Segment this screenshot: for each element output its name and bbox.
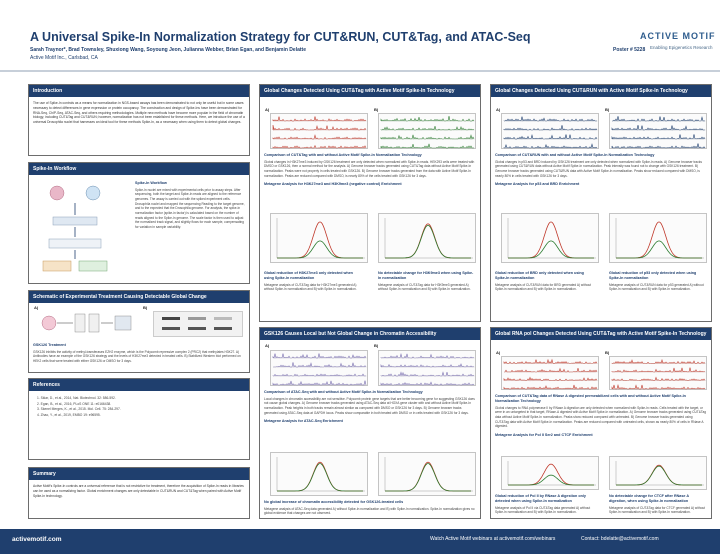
figure-label-b: B) (605, 350, 610, 355)
track-signal (273, 353, 366, 358)
metagene-curve (277, 464, 363, 492)
figure-label-a: A) (265, 107, 270, 112)
genome-tracks-b (609, 113, 707, 149)
track-signal (381, 364, 474, 367)
caption-text: Metagene analysis of Pol II via CUT&Tag data generated A) without Spike-In normalization and B) with Spike-In normalization. (495, 505, 591, 515)
poster-header (0, 0, 720, 70)
metagene-plot-b (609, 213, 707, 263)
genome-tracks-a (501, 356, 599, 390)
figure-label-a: A) (265, 343, 270, 348)
author-list: Sarah Traynor*, Brad Townsley, Shuxiong Wang, Soyoung Jeon, Julianna Webber, Brian Egan, and Benjamin Delatte (30, 47, 306, 53)
metagene-plot-b (378, 452, 476, 496)
track-signal (273, 362, 366, 367)
track-signal (381, 126, 474, 130)
caption-subtitle: No detectable change for H3K9me3 when using Spike-In normalization (378, 271, 474, 280)
metagene-curve (508, 241, 594, 258)
metagene-svg (379, 214, 477, 264)
metagene-svg (271, 453, 369, 497)
western-blot-graphic (154, 312, 244, 338)
poster-title: A Universal Spike-In Normalization Strategy for CUT&RUN, CUT&Tag, and ATAC-Seq (30, 30, 531, 44)
panel-title: Schematic of Experimental Treatment Causing Detectable Global Change (29, 291, 249, 303)
metagene-curve (508, 475, 594, 485)
panel-title: References (29, 379, 249, 391)
metagene-svg (379, 453, 477, 497)
metagene-svg (271, 214, 369, 264)
caption-subtitle: Comparison of ATAC-Seq with and without Active Motif Spike-In Normalization Technology (264, 390, 423, 394)
caption-text: Global changes to RNA polymerase II by RNase A digestion are only detected when normalized with Spike-In reads. Cells treated with the target, or were in an untargeted in that target, RNase-A digested with Active Motif Spike-In normalization. A) Genome browser tracks generated using CUT&Tag data without Active Motif Spike-In normalization. Peaks show reduced compared with untreated. B) Genome browser tracks generated using CUT&Tag data with Active Motif Spike-In normalization. Peaks are reduced compared with untreated cells, shown as nearly 80% of cells in RNase A digested. (495, 405, 707, 429)
poster-number: Poster # 5228 (613, 47, 646, 53)
figure-label-a: A) (34, 305, 39, 310)
track-signal (381, 116, 474, 121)
track-signal (504, 368, 597, 372)
genome-tracks-b (609, 356, 707, 390)
track-signal (381, 135, 474, 139)
caption-text: Global changes in H3K27me3 induced by GSK126 treatment are only detected when normalized with Spike-In reads. HEK293 cells were treated with DMSO or GSK126, then a normal method for the analysis. A) Genome browser tracks generated using CUT&Tag data without Active Motif Spike-In normalization. Peaks were not properly in cells treated with GSK126. B) Genome browser tracks generated from the data with Active Motif Spike-In normalization. Peaks are reduced compared with DMSO, is nearly 80% of the cells treated with GSK126 for 3 days. (264, 159, 475, 178)
metagene-svg (610, 214, 708, 264)
metagene-caption-b (609, 271, 707, 296)
panel-title: Global RNA pol Changes Detected Using CUT&Tag with Active Motif Spike-In Technology (491, 328, 711, 340)
western-blot (153, 311, 243, 337)
metagene-svg (610, 457, 708, 491)
active-motif-logo (640, 25, 716, 59)
metagene-curve (277, 462, 363, 491)
atac-panel (259, 327, 481, 519)
tracks-svg (502, 114, 600, 150)
tracks-svg (610, 114, 708, 150)
schematic-caption (33, 343, 245, 368)
workflow-panel (28, 162, 250, 284)
reference-item: 2. Egan, B., et al., 2016, PLoS ONE 11: e0166438. (37, 401, 112, 406)
rnapol-comparison-caption (495, 394, 707, 440)
figure-label-b: B) (143, 305, 148, 310)
poster-footer (0, 529, 720, 554)
caption-subtitle: No detectable change for CTCF after RNase A digestion, when using Spike-In normalization (609, 494, 689, 503)
schematic-panel (28, 290, 250, 373)
metagene-curve (616, 241, 702, 258)
cutrun-comparison-caption (495, 153, 707, 189)
workflow-description (135, 181, 245, 234)
summary-panel (28, 467, 250, 519)
genome-tracks-b (378, 350, 476, 386)
workflow-text: Spike-In nuclei are mixed with experimental cells prior to assay steps. After sequencing, both the target and Spike-In reads are aligned to the reference genomes. The assay is carried out with the spiked experiment cells. Drosophila nuclei and mapped the sequencing Reading to the target genome, and to the expected that the Drosophila genome. For analysis, the spike-in normalization factor (spike-in factor) is calculated based on the number of reads aligned to the Spike-In genome. The scale factor is then used to adjust the normalized track signal, and slightly flows for each sample, compensating for variation in sample variability. (135, 187, 245, 229)
caption-text: Metagene analysis of CUT&Tag data for H3K9me3 generated A) without Spike-In normalization and B) with Spike-In normalization. (378, 282, 471, 292)
reference-item: 1. Sklar, D., et al., 2014, Nat. Biotechnol. 32: 586-592. (37, 396, 116, 400)
metagene-title: Metagene Analysis for Pol II Ser2 and CTCF Enrichment (495, 432, 593, 437)
track-signal (273, 146, 366, 148)
webinars-link[interactable]: Watch Active Motif webinars at activemotif.com/webinars (430, 536, 556, 542)
caption-subtitle: Comparison of CUT&Tag data of RNase A digested permeabilized cells with and without Active Motif Spike-In Normalization Technology (495, 394, 686, 403)
track-signal (504, 378, 597, 381)
track-signal (504, 125, 597, 130)
workflow-subtitle: Spike-In Workflow (135, 181, 167, 185)
rnapol-panel (490, 327, 712, 519)
track-signal (612, 125, 705, 130)
treatment-schematic-graphic (39, 311, 135, 335)
track-signal (273, 381, 366, 385)
caption-subtitle: Comparison of CUT&RUN with and without Active Motif Spike-In Normalization Technology (495, 153, 655, 157)
metagene-caption-a (495, 271, 593, 296)
figure-label-b: B) (374, 343, 379, 348)
track-signal (612, 143, 705, 148)
metagene-curve (616, 466, 702, 485)
metagene-curve (508, 464, 594, 485)
website-link[interactable]: activemotif.com (12, 536, 62, 543)
metagene-plot-a (501, 213, 599, 263)
figure-label-b: B) (605, 107, 610, 112)
metagene-curve (616, 222, 702, 258)
track-signal (273, 116, 366, 121)
panel-title: Global Changes Detected Using CUT&Tag with Active Motif Spike-In Technology (260, 85, 480, 97)
track-signal (273, 374, 366, 376)
caption-text: Local changes in chromatin accessibility are not sensitive. Polycomb protein gene targets that are better becoming gene for suggesting GSK126 does not cause global changes. A) Genome browser tracks generated using ATAC-Seq data at HOXA gene cluster with and without Active Motif Spike-In normalization. Peak heights in both tracks remain almost similar as compared with DMSO or GSK126 for 3 days. B) Genome browser tracks generated using ATAC-Seq data at GAPDH locus. Peaks show comparable in both treated with DMSO or in cells treated with GSK126 for 3 days. (264, 396, 475, 415)
caption-subtitle: Global reduction of p53 only detected when using Spike-In normalization (609, 271, 697, 280)
tracks-svg (271, 114, 369, 150)
figure-label-a: A) (496, 350, 501, 355)
track-signal (504, 135, 597, 140)
affiliation: Active Motif Inc., Carlsbad, CA (30, 55, 98, 61)
caption-subtitle: Comparison of CUT&Tag with and without Active Motif Spike-In Normalization Technology (264, 153, 422, 157)
track-signal (273, 125, 366, 130)
track-signal (612, 378, 705, 381)
metagene-plot-b (378, 213, 476, 263)
metagene-curve (277, 241, 363, 258)
tracks-svg (379, 351, 477, 387)
caption-text: Metagene analysis of CUT&Tag data for CTCF generated A) without Spike-In normalization and B) with Spike-In normalization. (609, 505, 706, 515)
track-signal (612, 385, 705, 389)
tracks-svg (502, 357, 600, 391)
atac-comparison-caption (264, 390, 476, 426)
track-signal (612, 368, 705, 372)
cutrun-global-panel (490, 84, 712, 322)
caption-text: Metagene analysis of ATAC-Seq data generated A) without Spike-In normalization and B) with Spike-In normalization. Spike-In normalization gives no global evidence that changes are not observed. (264, 506, 475, 516)
panel-title: Spike-In Workflow (29, 163, 249, 175)
track-signal (612, 134, 705, 139)
treatment-schematic (39, 311, 135, 335)
track-signal (273, 135, 366, 139)
panel-title: GSK126 Causes Local but Not Global Change in Chromatin Accessibility (260, 328, 480, 340)
metagene-plot-a (270, 213, 368, 263)
caption-subtitle: Global reduction of BRD only detected when using Spike-In normalization (495, 271, 584, 280)
figure-label-a: A) (496, 107, 501, 112)
genome-tracks-a (270, 113, 368, 149)
reference-item: 4. Zhao, Y., et al., 2019, EMBO 19: e96595. (37, 412, 101, 417)
track-signal (612, 116, 705, 121)
metagene-curve (385, 462, 471, 491)
metagene-curve (277, 222, 363, 258)
intro-panel (28, 84, 250, 156)
panel-title: Introduction (29, 85, 249, 97)
caption-subtitle: Global reduction of Pol II by RNase A digestion only detected when using Spike-In normalization (495, 494, 586, 503)
tracks-svg (379, 114, 477, 150)
contact-email[interactable]: Contact: bdelatte@activemotif.com (581, 536, 659, 542)
metagene-title: Metagene Analysis for H3K27me3 and H3K9me3 (negative control) Enrichment (264, 182, 402, 187)
metagene-title: Metagene Analysis for ATAC-Seq Enrichment (264, 419, 343, 424)
metagene-curve (616, 465, 702, 485)
genome-tracks-a (270, 350, 368, 386)
header-divider (0, 70, 720, 72)
logo-wordmark: ACTIVE MOTIF (640, 31, 716, 41)
metagene-svg (502, 457, 600, 491)
figure-label-b: B) (374, 107, 379, 112)
cuttag-global-panel (259, 84, 481, 322)
reference-item: 3. Skenel Merges, K., et al., 2015. Mol. Cell. 75: 284-297. (37, 407, 121, 412)
workflow-diagram (35, 181, 131, 279)
metagene-plot-a (270, 452, 368, 496)
genome-tracks-b (378, 113, 476, 149)
logo-tagline: Enabling Epigenetics Research (650, 45, 713, 50)
metagene-caption-b (378, 271, 476, 296)
track-signal (504, 360, 597, 364)
schematic-subtitle: GSK126 Treatment (33, 343, 66, 347)
caption-text: Metagene analysis of CUT&RUN data for BRD generated A) without Spike-In normalization and B) with Spike-In normalization. (495, 282, 592, 292)
track-signal (504, 144, 597, 148)
summary-text: Active Motif's Spike-In controls are a universal reference that is not restrictive for treatment, therefore the acquisition of Spike-In reads in libraries can be used as a normalizing factor. Global enrichment changes are only detectable in CUT&RUN and CUT&Tag when paired with Active Motif Spike-In technology. (33, 484, 244, 498)
references-panel (28, 378, 250, 460)
workflow-diagram-graphic (35, 181, 131, 279)
panel-title: Summary (29, 468, 249, 480)
cuttag-comparison-caption (264, 153, 476, 189)
track-signal (504, 117, 597, 121)
schematic-text: GSK126 inhibits the activity of methyl-transferases EZH2 enzyme, which is the Polycomb repressive complex 2 (PRC2) that methylates H3K27. A) Antibodies have an example of the GSK126 strategy and the levels of H3K27me3 detected in treated cells. B) Stabilized Western blot performed on HEK2 cells that were treated with either GSK126 or DMSO for 3 days. (33, 349, 241, 364)
track-signal (381, 382, 474, 385)
panel-title: Global Changes Detected Using CUT&RUN with Active Motif Spike-In Technology (491, 85, 711, 97)
atac-metagene-caption (264, 500, 476, 519)
metagene-caption-b (609, 494, 707, 519)
metagene-svg (502, 214, 600, 264)
track-signal (504, 385, 597, 389)
caption-text: Global changes in p53 and BRD induced by GSK126 treatment are only detected when normalized with Spike-In reads. A) Genome browser tracks generated using CUT&RUN data without Active Motif Spike-In normalization. Peak intensity was found not to change with GSK126 treatment. B) Genome browser tracks generated using CUT&RUN data with Active Motif Spike-In normalization. Peaks show reduced compared with DMSO, is nearly 80% in cells treated with GSK126 for 3 days. (495, 159, 702, 178)
track-signal (381, 144, 474, 148)
metagene-title: Metagene Analysis for p53 and BRD Enrichment (495, 182, 580, 187)
caption-text: Metagene analysis of CUT&RUN data for p53 generated A) without Spike-In normalization and B) with Spike-In normalization. (609, 282, 704, 292)
tracks-svg (610, 357, 708, 391)
metagene-curve (385, 225, 471, 258)
track-signal (381, 354, 474, 358)
caption-subtitle: Global reduction of H3K27me3 only detected when using Spike-In normalization (264, 271, 353, 280)
reference-list (33, 396, 245, 418)
track-signal (612, 360, 705, 364)
track-signal (381, 372, 474, 376)
tracks-svg (271, 351, 369, 387)
metagene-plot-b (609, 456, 707, 490)
intro-text: The use of Spike-In controls as a means for normalization in NGS-based assays has been demonstrated to not only be useful but in some cases necessary to detect differences in gene expression or protein occupancy. The construction and design of Spike-Ins have been demonstrated for RNA-Seq, ChIP-Seq, ATAC-Seq, and others requiring methodologies. Multiple new methods have become more popular in the field of chromatin biology, including CUT&Tag and CUT&RUN; however, normalization has not been established for these methods. Here, we introduce the use of a universal Drosophila nuclei that harnesses an ideal tool for these methods Spike-In, as a necessary when using them to detect global changes. (33, 101, 245, 125)
metagene-curve (385, 224, 471, 258)
metagene-curve (385, 464, 471, 492)
metagene-caption-a (495, 494, 593, 519)
metagene-plot-a (501, 456, 599, 490)
caption-text: Metagene analysis of CUT&Tag data for H3K27me3 generated A) without Spike-In normalization and B) with Spike-In normalization. (264, 282, 357, 292)
caption-subtitle: No global increase of chromatin accessibility detected for GSK126-treated cells (264, 500, 404, 504)
metagene-caption-a (264, 271, 362, 296)
genome-tracks-a (501, 113, 599, 149)
metagene-curve (508, 222, 594, 258)
